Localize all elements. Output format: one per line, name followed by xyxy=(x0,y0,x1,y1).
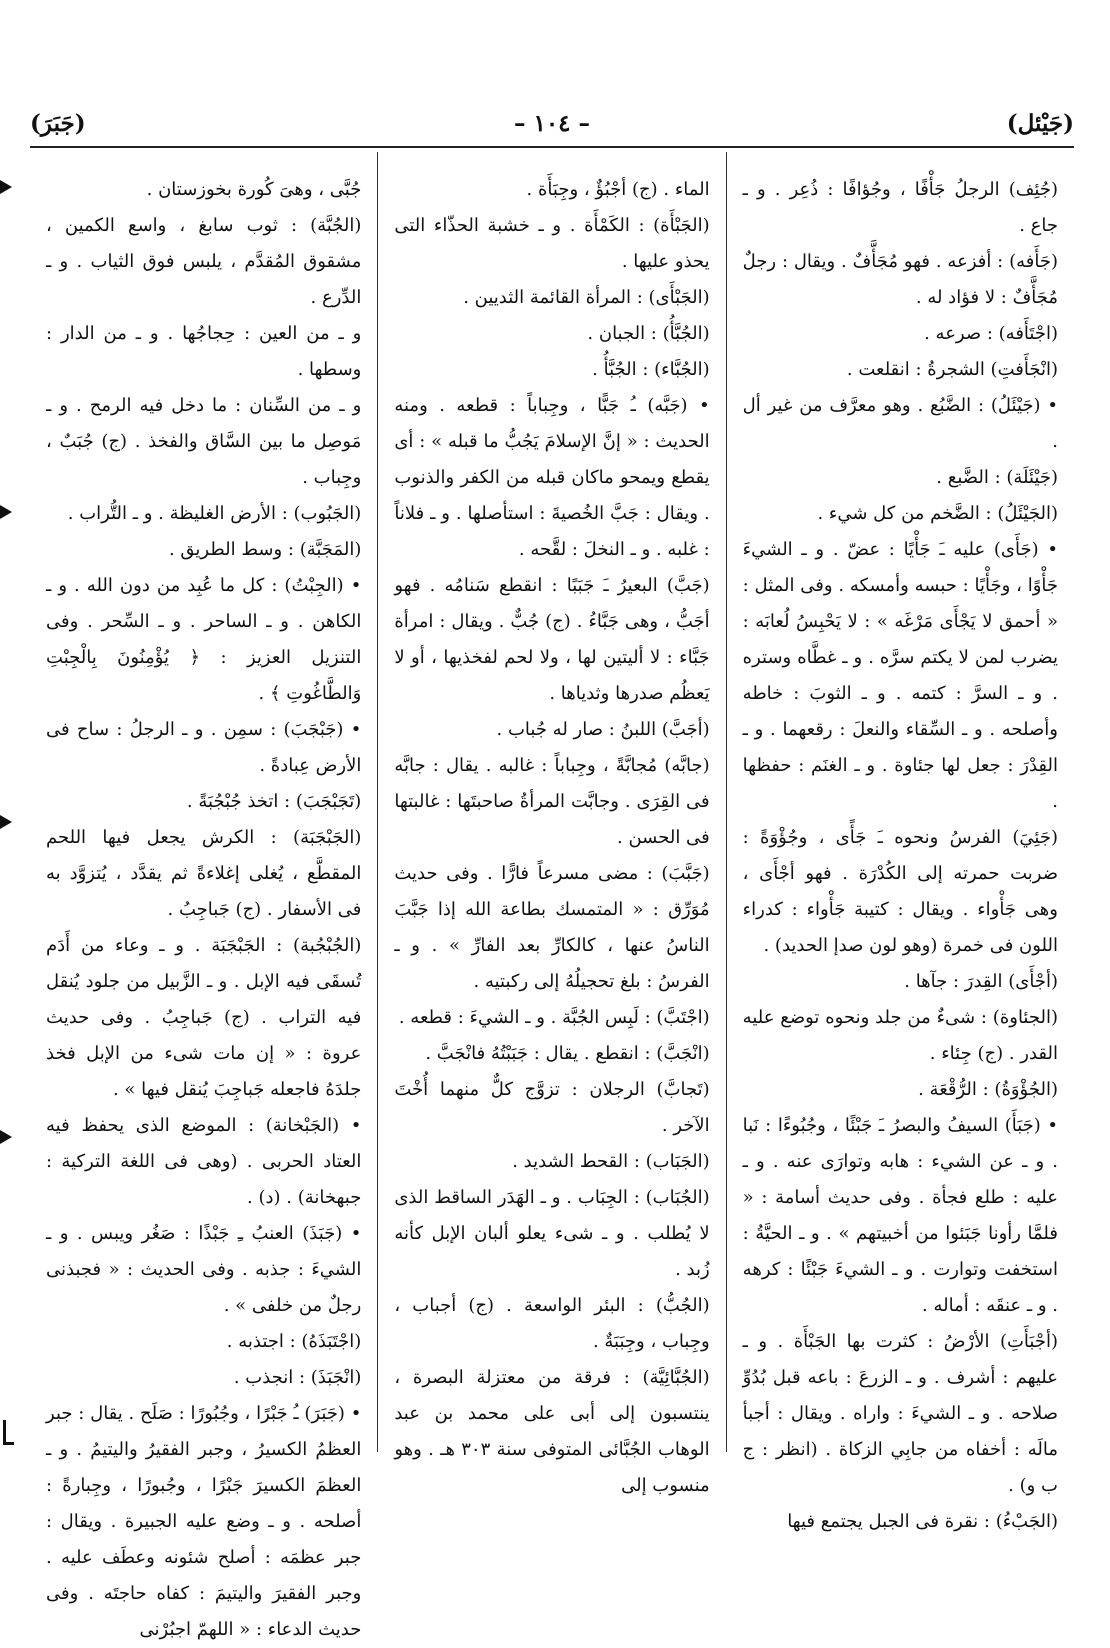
entry-paragraph: (أجْبَأَتِ) الأرْضُ : كثرت بها الجَبْأَة . و ـ عليهم : أشرف . و ـ الزرعَ : باعه قبل بُدُوِّ صلاحه . و ـ الشيءَ : واراه . ويقال : أجبأ مالَه : أخفاه من جابِي الزكاة . (انظر : ج ب و) . xyxy=(742,1331,1058,1496)
margin-mark xyxy=(0,1130,12,1144)
entry-paragraph: • (جَبَأَ) السيفُ والبصرُ ـَ جَبْئًا ، وجُبُوءًا : نَبا . و ـ عن الشيء : هابه وتوارَى عنه . و ـ عليه : طلع فجأة . وفى حديث أسامة : « فلمَّا رأونا جَبَئوا من أخبيتهم » . و ـ الحيَّةُ : استخفت وتوارت . و ـ الشيءَ جَبْئًا : كرهه . و ـ عنقَه : أماله . xyxy=(742,1115,1058,1316)
entry-paragraph: (الجَيْئَلُ) : الضَّخم من كل شيء . xyxy=(817,503,1058,524)
entry-paragraph: (الجَبْجَبَة) : الكرش يجعل فيها اللحم المقطَّع ، يُغلى إغلاءةً ثم يقدَّد ، يُتزوَّد به فى الأسفار . (ج) جَباجِبُ . xyxy=(46,827,362,920)
column-center-text xyxy=(394,172,709,1504)
entry-paragraph: (الجَبْءُ) : نقرة فى الجبل يجتمع فيها xyxy=(787,1511,1058,1532)
entry-paragraph: الماء . (ج) أجْبُؤٌ ، وجِبَأَة . xyxy=(526,179,710,200)
column-center xyxy=(378,152,726,1496)
page-header xyxy=(30,104,1074,144)
entry-paragraph: (انْجَبَذَ) : انجذب . xyxy=(233,1367,362,1388)
column-right-text xyxy=(743,172,1058,1540)
entry-paragraph: (الجَبُوب) : الأرض الغليظة . و ـ التُّراب . xyxy=(67,503,362,524)
column-left xyxy=(30,152,378,1640)
entry-paragraph: (جُئِف) الرجلُ جَأْفًا ، وجُؤافًا : ذُعِر . و ـ جاع . xyxy=(742,179,1058,236)
entry-paragraph: • (جَبَّه) ـُ جَبًّا ، وجِباباً : قطعه . ومنه الحديث : « إنَّ الإسلامَ يَجُبُّ ما قبله » : أى يقطع ويمحو ماكان قبله من الكفر والذنوب . ويقال : جَبَّ الخُصيةَ : استأصلها . و ـ فلاناً : غلبه . و ـ النخلَ : لقَّحه . xyxy=(394,395,710,560)
entry-paragraph: (جَبَّبَ) : مضى مسرعاً فارًّا . وفى حديث مُوَرِّق : « المتمسك بطاعة الله إذا جَبَّبَ الناسُ عنها ، كالكارِّ بعد الفارِّ » . و ـ الفرسُ : بلغ تحجيلُهُ إلى ركبتيه . xyxy=(394,863,710,992)
entry-paragraph: (جَبَّ) البعيرُ ـَ جَبَبًا : انقطع سَنامُه . فهو أجَبُّ ، وهى جَبَّاءُ . (ج) جُبٌّ . ويقال : امرأة جَبَّاء : لا أليتين لها ، ولا لحم لفخذيها ، أو لا يَعظُم صدرها وثدياها . xyxy=(394,575,710,704)
entry-paragraph: جُبَّى ، وهىَ كُورة بخوزستان . xyxy=(146,179,362,200)
entry-paragraph: • (جَبَرَ) ـُ جَبْرًا ، وجُبُورًا : صَلَح . يقال : جبر العظمُ الكسيرُ ، وجبر الفقيرُ واليتيمُ . و ـ العظمَ الكسيرَ جَبْرًا ، وجُبورًا ، وجِبارةً : أصلحه . و ـ وضع عليه الجبيرة . ويقال : جبر عظمَه : أصلح شئونه وعطَف عليه . وجبر الفقيرَ واليتيمَ : كفاه حاجتَه . وفى حديث الدعاء : « اللهمّ اجبُرْنى xyxy=(46,1403,362,1640)
page-number: – ١٠٤ – xyxy=(513,110,591,137)
entry-paragraph: (اجْتَأَفه) : صرعه . xyxy=(924,323,1058,344)
entry-paragraph: (الجئاوة) : شىءٌ من جلد ونحوه توضع عليه القدر . (ج) جِئاء . xyxy=(742,1007,1058,1064)
entry-paragraph: (المَجَبَّة) : وسط الطريق . xyxy=(168,539,362,560)
margin-mark xyxy=(0,815,12,829)
entry-paragraph: • (الجِبْتُ) : كل ما عُبِد من دون الله . و ـ الكاهن . و ـ الساحر . و ـ السِّحر . وفى التنزيل العزيز : ﴿ يُؤْمِنُونَ بِالْجِبْتِ وَالطَّاغُوتِ ﴾ . xyxy=(46,575,362,704)
entry-paragraph: (الجُبْجُبة) : الجَبْجَبَة . و ـ وعاء من أَدَم تُسقَى فيه الإبل . و ـ الزَّبيل من جلود يُنقل فيه التراب . (ج) جَباجِبُ . وفى حديث عروة : « إن مات شىء من الإبل فخذ جلدَهُ فاجعله جَباجِبَ يُنقل فيها » . xyxy=(46,935,362,1100)
column-right xyxy=(727,152,1074,1532)
entry-paragraph: (أجَبَّ) اللبنُ : صار له جُباب . xyxy=(496,719,710,740)
entry-paragraph: (الجُبُّ) : البئر الواسعة . (ج) أجباب ، وجِباب ، وجِبَبَةٌ . xyxy=(394,1295,710,1352)
entry-paragraph: (الجُبَّأُ) : الجبان . xyxy=(587,323,710,344)
entry-paragraph: (انْجَبَّ) : انقطع . يقال : جَبَبْتُهُ فانْجَبَّ . xyxy=(425,1043,710,1064)
entry-paragraph: (الجُؤْوَةُ) : الرُّقْعَة . xyxy=(918,1079,1058,1100)
entry-paragraph: (الجَبَاب) : القحط الشديد . xyxy=(512,1151,710,1172)
column-left-text xyxy=(46,172,361,1648)
entry-paragraph: (الجُبَّائِيَّة) : فرقة من معتزلة البصرة ، ينتسبون إلى أبى على محمد بن عبد الوهاب الجُبَّائى المتوفى سنة ٣٠٣ هـ . وهو منسوب إلى xyxy=(394,1367,710,1496)
margin-mark xyxy=(0,505,12,519)
entry-paragraph: • (جَبْجَبَ) : سمِن . و ـ الرجلُ : ساح فى الأرض عِبادةً . xyxy=(46,719,362,776)
entry-paragraph: • (جَبَذَ) العنبُ ـِ جَبْذًا : صَغُر ويبس . و ـ الشيءَ : جذبه . وفى الحديث : « فجبذنى رجلٌ من خلفى » . xyxy=(46,1223,362,1316)
margin-marks xyxy=(0,0,40,1599)
entry-paragraph: (الجُبَّة) : ثوب سابغ ، واسع الكمين ، مشقوق المُقدَّم ، يلبس فوق الثياب . و ـ الدِّرع . xyxy=(46,215,362,308)
header-left-title: (جَبَرَ) xyxy=(30,110,86,137)
header-right-title: (جَيْئل) xyxy=(1006,110,1074,137)
entry-paragraph: (جَئِيَ) الفرسُ ونحوه ـَ جَأًى ، وجُؤْوَةً : ضربت حمرته إلى الكُدْرَة . فهو أجْأَى ، وهى جَأْواء . ويقال : كتيبة جَأْواء : كدراء اللون فى خمرة (وهو لون صدإ الحديد) . xyxy=(742,827,1058,956)
text-columns xyxy=(30,152,1074,1640)
entry-paragraph: و ـ من العين : حِجاجُها . و ـ من الدار : وسطها . xyxy=(46,323,362,380)
entry-paragraph: (الجَبْأَى) : المرأة القائمة الثديين . xyxy=(463,287,710,308)
entry-paragraph: و ـ من السِّنان : ما دخل فيه الرمح . و ـ مَوصِل ما بين السَّاق والفخذ . (ج) جُبَبٌ ، وجِباب . xyxy=(46,395,362,488)
entry-paragraph: • (جَأَى) عليه ـَ جَأْيًا : عضّ . و ـ الشيءَ جَأْوًا ، وجَأْيًا : حبسه وأمسكه . وفى المثل : « أحمق لا يَجْأَى مَرْغَه » : لا يَحْبِسُ لُعابَه : يضرب لمن لا يكتم سرَّه . و ـ غطَّاه وستره . و ـ السرَّ : كتمه . و ـ الثوبَ : خاطه وأصلحه . و ـ السِّقاء والنعلَ : رقعهما . و ـ القِدْرَ : جعل لها جئاوة . و ـ الغنَم : حفظها . xyxy=(742,539,1058,812)
entry-paragraph: • (الجَبْخانة) : الموضع الذى يحفظ فيه العتاد الحربى . (وهى فى اللغة التركية : جبهخانة) . (د) . xyxy=(46,1115,362,1208)
entry-paragraph: (انْجَأَفتِ) الشجرةُ : انقلعت . xyxy=(846,359,1058,380)
entry-paragraph: (اجْتَبَذَهُ) : اجتذبه . xyxy=(226,1331,362,1352)
entry-paragraph: (جابَّه) مُجابَّةً ، وجِباباً : غالبه . يقال : جابَّه فى القِرَى . وجابَّت المرأةُ صاحبتَها : غالبتها فى الحسن . xyxy=(394,755,710,848)
header-rule xyxy=(30,146,1074,148)
margin-mark xyxy=(0,180,12,194)
entry-paragraph: (تَجَبْجَبَ) : اتخذ جُبْجُبَةً . xyxy=(186,791,362,812)
entry-paragraph: • (جَيْئَلُ) : الضَّبُع . وهو معرَّف من غير أل . xyxy=(742,395,1058,452)
entry-paragraph: (أجْأَى) القِدرَ : جآها . xyxy=(904,971,1058,992)
entry-paragraph: (جَأَفه) : أفزعه . فهو مُجَأَّفٌ . ويقال : رجلٌ مُجَأَّفٌ : لا فؤاد له . xyxy=(742,251,1058,308)
entry-paragraph: (الجُبَاب) : الجِبَاب . و ـ الهَدَر الساقط الذى لا يُطلب . و ـ شىء يعلو ألبان الإبل كأنه زُبد . xyxy=(394,1187,710,1280)
entry-paragraph: (الجُبَّاء) : الجُبَّأُ . xyxy=(592,359,710,380)
entry-paragraph: (الجَبْأَة) : الكَمْأَة . و ـ خشبة الحذّاء التى يحذو عليها . xyxy=(394,215,710,272)
entry-paragraph: (تَجابَّ) الرجلان : تزوَّج كلٌّ منهما أُخْتَ الآخر . xyxy=(394,1079,710,1136)
entry-paragraph: (جَيْئَلَة) : الضَّبع . xyxy=(936,467,1058,488)
corner-mark xyxy=(3,1420,14,1445)
entry-paragraph: (اجْتَبَّ) : لَبِس الجُبَّة . و ـ الشيءَ : قطعه . xyxy=(398,1007,710,1028)
